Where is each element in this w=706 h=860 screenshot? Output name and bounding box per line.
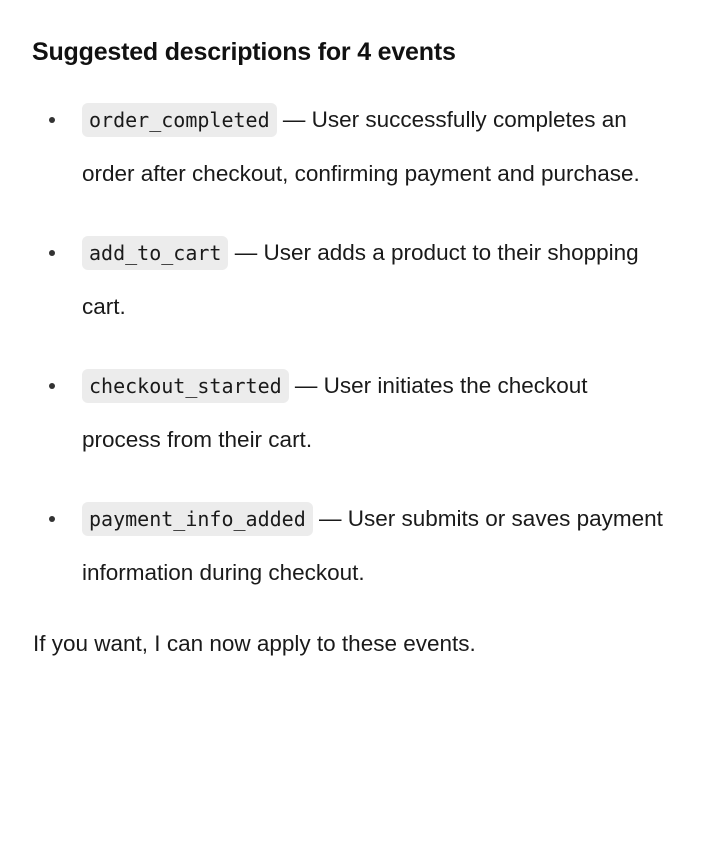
list-item bbox=[32, 492, 672, 599]
event-description-text: — User initiates the checkout process from their cart. bbox=[82, 373, 588, 452]
page-title: Suggested descriptions for 4 events bbox=[32, 38, 456, 66]
closing-message: If you want, I can now apply to these events. bbox=[33, 631, 476, 656]
event-name-code: add_to_cart bbox=[82, 236, 228, 270]
event-name-code: payment_info_added bbox=[82, 502, 313, 536]
event-description-list bbox=[32, 93, 672, 599]
event-name-code: order_completed bbox=[82, 103, 277, 137]
event-description-text: — User successfully completes an order after checkout, confirming payment and purchase. bbox=[82, 107, 640, 186]
event-description-text: — User submits or saves payment information during checkout. bbox=[82, 506, 663, 585]
event-name-code: checkout_started bbox=[82, 369, 289, 403]
event-description-text: — User adds a product to their shopping cart. bbox=[82, 240, 639, 319]
list-item bbox=[32, 93, 672, 200]
list-item bbox=[32, 226, 672, 333]
list-item bbox=[32, 359, 672, 466]
